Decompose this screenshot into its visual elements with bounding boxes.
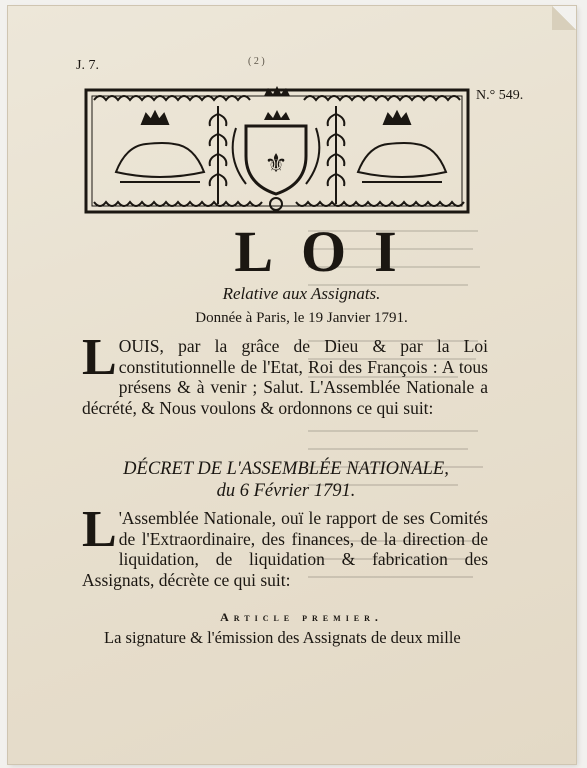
decree-heading-line2: du 6 Février 1791. — [216, 481, 356, 501]
reference-mark: J. 7. — [76, 58, 99, 73]
page-number: ( 2 ) — [248, 56, 265, 67]
laurel-column-icon — [210, 106, 227, 204]
article-heading: Article premier. — [220, 610, 383, 624]
fleur-de-lis-shield-icon — [233, 110, 320, 194]
decree-heading — [84, 458, 488, 502]
article-first-line: La signature & l'émission des Assignats de deux mille — [104, 628, 461, 647]
decree-text: 'Assemblée Nationale, ouï le rapport de ses Comités de l'Extraordinaire, des finances, de la direction de liquidation, de liquidation & fabrication des Assignats, décrète ce qui suit: — [82, 508, 488, 590]
preamble-text: OUIS, par la grâce de Dieu & par la Loi constitutionnelle de l'Etat, Roi des François : A tous présens & à venir ; Salut. L'Assemblée Nationale a décrété, & Nous voulons & ordonnons ce qui suit: — [82, 336, 488, 418]
dateline: Donnée à Paris, le 19 Janvier 1791. — [195, 310, 408, 326]
document-number: N.° 549. — [476, 88, 524, 103]
decree-paragraph — [82, 501, 488, 590]
crown-on-cushion-icon — [358, 112, 446, 182]
decree-heading-line1: DÉCRET DE L'ASSEMBLÉE NATIONALE, — [123, 459, 449, 479]
drop-cap: L — [82, 329, 117, 386]
royal-banner — [84, 84, 470, 216]
drop-cap: L — [82, 501, 117, 558]
preamble-paragraph — [82, 329, 488, 418]
laurel-column-icon — [328, 106, 345, 204]
document-page — [8, 6, 576, 764]
crown-on-cushion-icon — [116, 112, 204, 182]
royal-crown-icon — [264, 86, 290, 96]
document-title: LOI — [234, 219, 425, 284]
svg-text:⚜: ⚜ — [264, 149, 288, 179]
document-subtitle: Relative aux Assignats. — [222, 284, 381, 303]
